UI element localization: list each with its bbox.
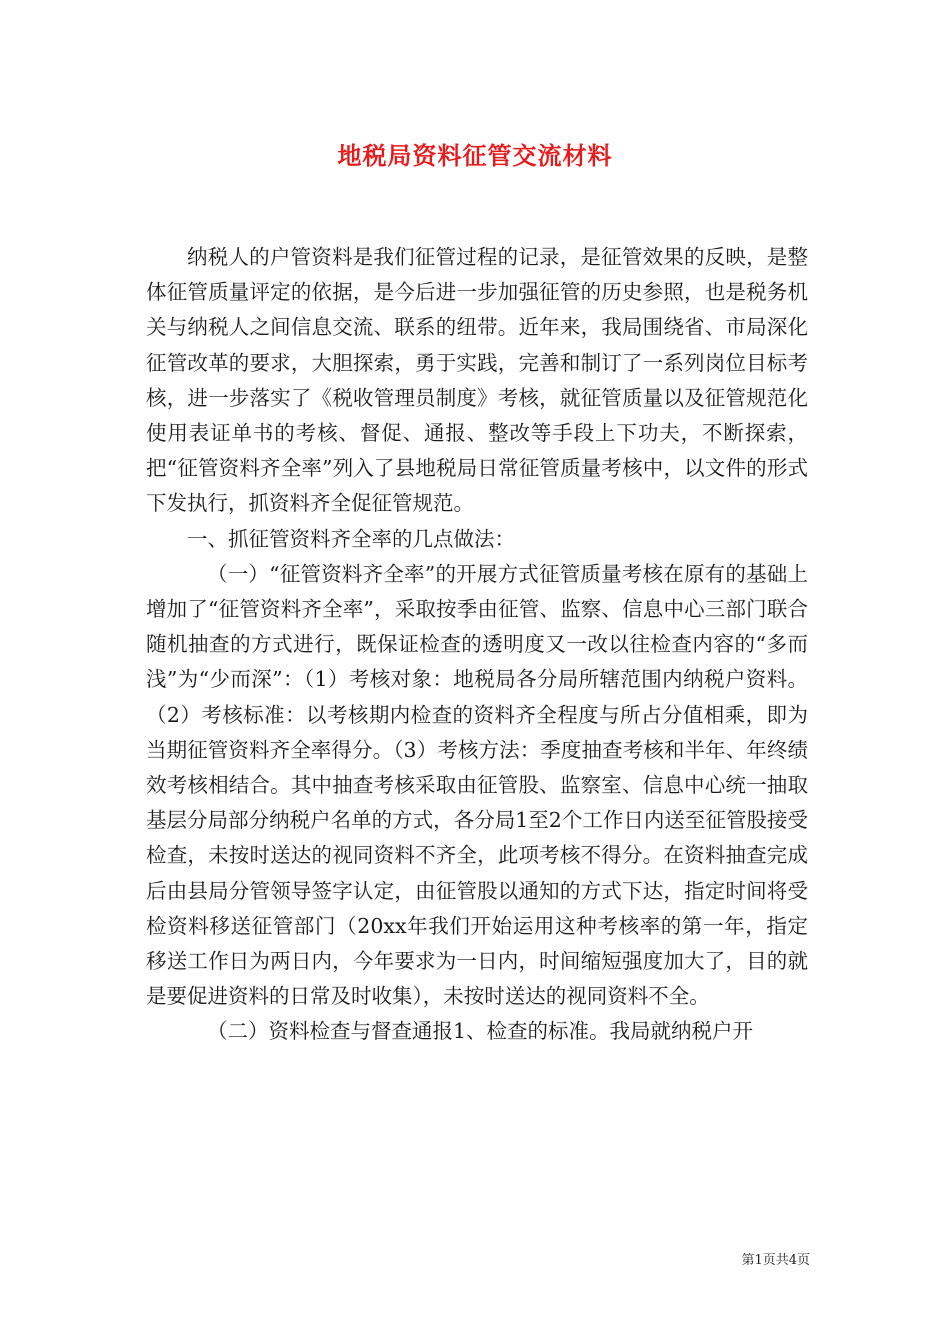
paragraph-intro: 纳税人的户管资料是我们征管过程的记录，是征管效果的反映，是整体征管质量评定的依据，是今后进一步加强征管的历史参照，也是税务机关与纳税人之间信息交流、联系的纽带。近年来，我局围绕省、市局深化征管改革的要求，大胆探索，勇于实践，完善和制订了一系列岗位目标考核，进一步落实了《税收管理员制度》考核，就征管质量以及征管规范化使用表证单书的考核、督促、通报、整改等手段上下功夫，不断探索，把“征管资料齐全率”列入了县地税局日常征管质量考核中，以文件的形式下发执行，抓资料齐全促征管规范。 xyxy=(146,245,808,516)
paragraph-subsection-1: （一）“征管资料齐全率”的开展方式征管质量考核在原有的基础上增加了“征管资料齐全率”，采取按季由征管、监察、信息中心三部门联合随机抽查的方式进行，既保证检查的透明度又一改以往检查内容的“多而浅”为“少而深”：（1）考核对象：地税局各分局所辖范围内纳税户资料。（2）考核标准：以考核期内检查的资料齐全程度与所占分值相乘，即为当期征管资料齐全率得分。（3）考核方法：季度抽查考核和半年、年终绩效考核相结合。其中抽查考核采取由征管股、监察室、信息中心统一抽取基层分局部分纳税户名单的方式，各分局1至2个工作日内送至征管股接受检查，未按时送达的视同资料不齐全，此项考核不得分。在资料抽查完成后由县局分管领导签字认定，由征管股以通知的方式下达，指定时间将受检资料移送征管部门（20xx年我们开始运用这种考核率的第一年，指定移送工作日为两日内，今年要求为一日内，时间缩短强度加大了，目的就是要促进资料的日常及时收集），未按时送达的视同资料不全。 xyxy=(146,561,808,1009)
page-number: 第1页共4页 xyxy=(741,1253,810,1268)
document-title: 地税局资料征管交流材料 xyxy=(337,141,613,170)
section-heading-1: 一、抓征管资料齐全率的几点做法： xyxy=(187,526,515,551)
document-body xyxy=(146,240,808,1050)
paragraph-subsection-2: （二）资料检查与督查通报1、检查的标准。我局就纳税户开 xyxy=(207,1019,754,1044)
